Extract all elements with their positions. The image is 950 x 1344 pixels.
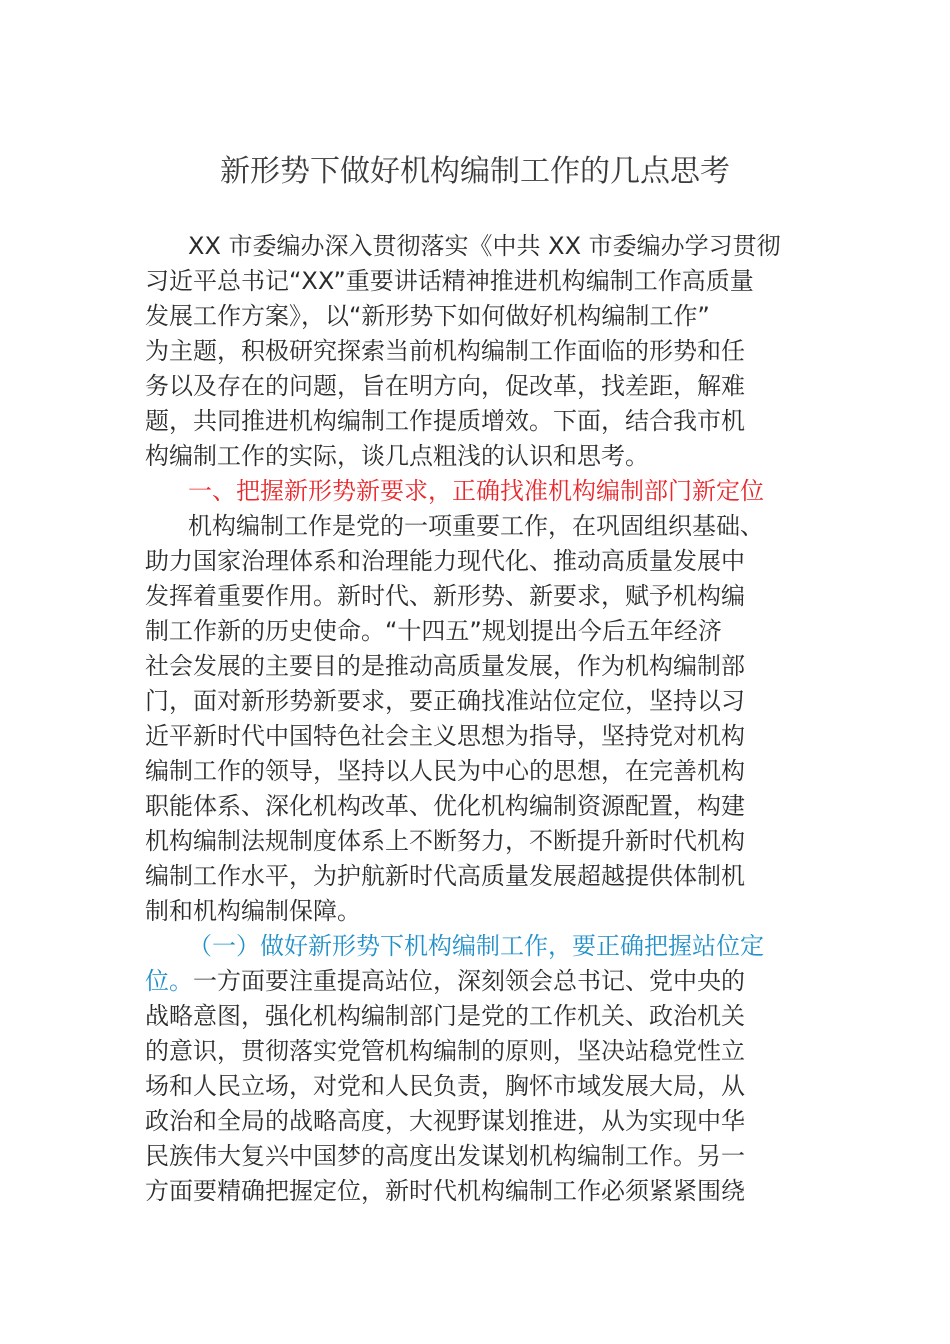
subsection-heading: （一）做好新形势下机构编制工作，要正确把握站位定 xyxy=(188,932,764,960)
paragraph-text: 一方面要注重提高站位，深刻领会总书记、党中央的 xyxy=(193,967,745,995)
page-title: 新形势下做好机构编制工作的几点思考 xyxy=(220,154,730,189)
paragraph-line: 战略意图，强化机构编制部门是党的工作机关、政治机关 xyxy=(145,1002,745,1030)
paragraph-line: 为主题，积极研究探索当前机构编制工作面临的形势和任 xyxy=(145,337,745,365)
paragraph-line: 编制工作水平，为护航新时代高质量发展超越提供体制机 xyxy=(145,862,745,890)
paragraph-line: 务以及存在的问题，旨在明方向，促改革，找差距，解难 xyxy=(145,372,745,400)
paragraph-line: 习近平总书记“XX”重要讲话精神推进机构编制工作高质量 xyxy=(145,267,754,295)
subsection-heading-end: 位。 xyxy=(145,967,193,995)
paragraph-line: 题，共同推进机构编制工作提质增效。下面，结合我市机 xyxy=(145,407,745,435)
paragraph-line: XX 市委编办深入贯彻落实《中共 XX 市委编办学习贯彻 xyxy=(188,232,781,260)
paragraph-line: 的意识，贯彻落实党管机构编制的原则，坚决站稳党性立 xyxy=(145,1037,745,1065)
paragraph-line: 构编制工作的实际，谈几点粗浅的认识和思考。 xyxy=(145,442,649,470)
paragraph-line: 发展工作方案》，以“新形势下如何做好机构编制工作” xyxy=(145,302,710,330)
paragraph-line: 编制工作的领导，坚持以人民为中心的思想，在完善机构 xyxy=(145,757,745,785)
paragraph-line xyxy=(145,964,745,998)
paragraph-line: 场和人民立场，对党和人民负责，胸怀市域发展大局，从 xyxy=(145,1072,745,1100)
paragraph-line: 发挥着重要作用。新时代、新形势、新要求，赋予机构编 xyxy=(145,582,745,610)
paragraph-line: 门，面对新形势新要求，要正确找准站位定位，坚持以习 xyxy=(145,687,745,715)
paragraph-line: 民族伟大复兴中国梦的高度出发谋划机构编制工作。另一 xyxy=(145,1142,745,1170)
paragraph-line: 助力国家治理体系和治理能力现代化、推动高质量发展中 xyxy=(145,547,745,575)
paragraph-line: 制和机构编制保障。 xyxy=(145,897,361,925)
paragraph-line: 机构编制工作是党的一项重要工作，在巩固组织基础、 xyxy=(188,512,764,540)
paragraph-line: 机构编制法规制度体系上不断努力，不断提升新时代机构 xyxy=(145,827,745,855)
paragraph-line: 近平新时代中国特色社会主义思想为指导，坚持党对机构 xyxy=(145,722,745,750)
paragraph-line: 制工作新的历史使命。“十四五”规划提出今后五年经济 xyxy=(145,617,722,645)
section-heading: 一、把握新形势新要求，正确找准机构编制部门新定位 xyxy=(188,477,764,505)
paragraph-line: 政治和全局的战略高度，大视野谋划推进，从为实现中华 xyxy=(145,1107,745,1135)
paragraph-line: 方面要精确把握定位，新时代机构编制工作必须紧紧围绕 xyxy=(145,1177,745,1205)
paragraph-line: 社会发展的主要目的是推动高质量发展，作为机构编制部 xyxy=(145,652,745,680)
paragraph-line: 职能体系、深化机构改革、优化机构编制资源配置，构建 xyxy=(145,792,745,820)
